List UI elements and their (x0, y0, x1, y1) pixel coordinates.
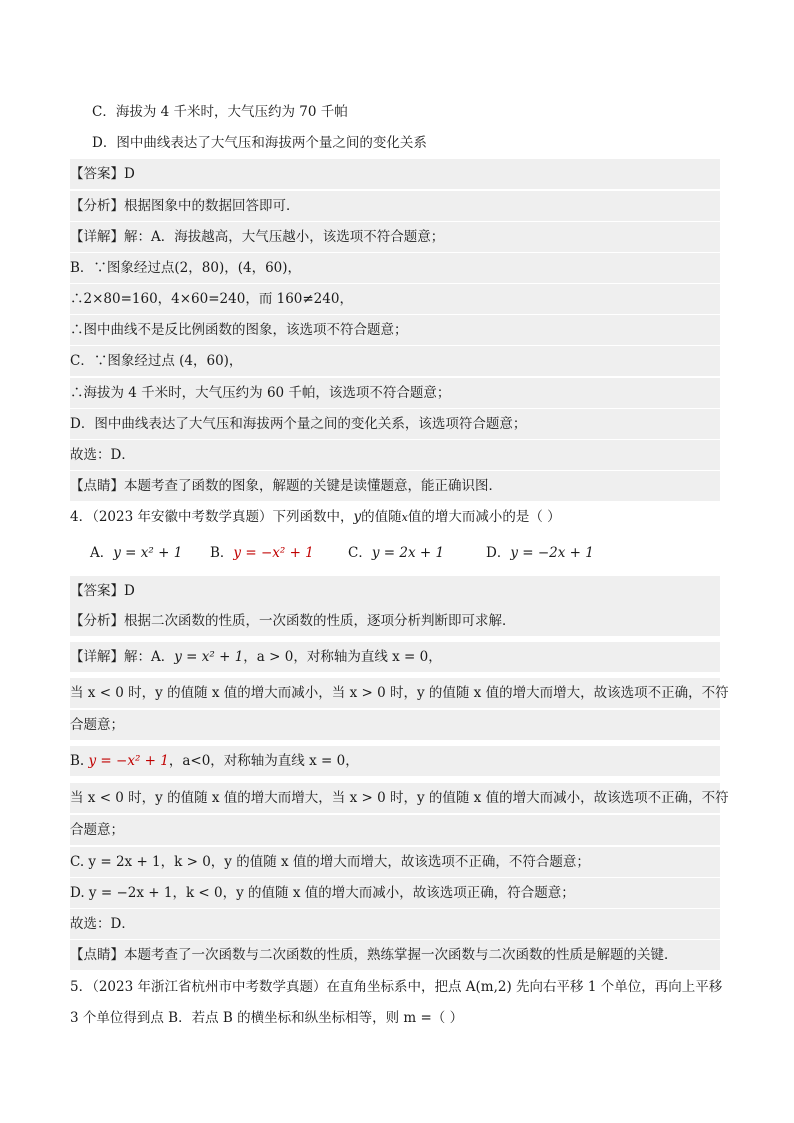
q4-analysis: 【分析】根据二次函数的性质，一次函数的性质，逐项分析判断即可求解． (70, 606, 720, 636)
q4-answer: 【答案】D (70, 576, 720, 606)
q4-comment: 【点睛】本题考查了一次函数与二次函数的性质，熟练掌握一次函数与二次函数的性质是解题的关键． (70, 940, 720, 970)
q4-option-c: C．y = 2x + 1 (348, 545, 445, 561)
q3-detail-a: 【详解】解：A．海拔越高，大气压越小，该选项不符合题意； (70, 222, 720, 252)
q5-stem-line2: 3 个单位得到点 B．若点 B 的横坐标和纵坐标相等，则 m =（ ） (70, 1010, 464, 1026)
q4-detail-a: 【详解】解：A．y = x² + 1，a > 0，对称轴为直线 x = 0， (70, 642, 720, 672)
q4-detail-b-line1: 当 x < 0 时，y 的值随 x 值的增大而增大，当 x > 0 时，y 的值随 x 值的增大而减小，故该选项不正确，不符 (70, 783, 720, 813)
q4-option-d: D．y = −2x + 1 (486, 545, 594, 561)
q4-detail-a-line1: 当 x < 0 时，y 的值随 x 值的增大而减小，当 x > 0 时，y 的值随 x 值的增大而增大，故该选项不正确，不符 (70, 678, 720, 708)
q4-option-a: A．y = x² + 1 (90, 545, 183, 561)
q4-detail-b: B. y = −x² + 1，a<0，对称轴为直线 x = 0， (70, 746, 720, 776)
q4-choice: 故选：D． (70, 909, 720, 939)
q3-detail-b2: ∴2×80=160，4×60=240，而 160≠240， (70, 284, 720, 314)
q3-detail-b3: ∴图中曲线不是反比例函数的图象，该选项不符合题意； (70, 315, 720, 345)
q4-detail-d: D. y = −2x + 1，k < 0，y 的值随 x 值的增大而减小，故该选项正确，符合题意； (70, 878, 720, 908)
q4-stem: 4．（2023 年安徽中考数学真题）下列函数中，y的值随x值的增大而减小的是（ ） (70, 509, 561, 525)
q3-answer: 【答案】D (70, 159, 720, 189)
q3-choice: 故选：D． (70, 440, 720, 470)
q3-option-c: C．海拔为 4 千米时，大气压约为 70 千帕 (92, 104, 348, 120)
q5-stem-line1: 5．（2023 年浙江省杭州市中考数学真题）在直角坐标系中，把点 A(m,2) 先向右平移 1 个单位，再向上平移 (70, 979, 723, 995)
q3-detail-c1: C．∵图象经过点 (4，60)， (70, 346, 720, 376)
q4-detail-b-line2: 合题意； (70, 815, 720, 845)
q3-analysis: 【分析】根据图象中的数据回答即可． (70, 191, 720, 221)
q4-option-b: B．y = −x² + 1 (210, 545, 314, 561)
q3-detail-c2: ∴海拔为 4 千米时，大气压约为 60 千帕，该选项不符合题意； (70, 378, 720, 408)
q4-detail-a-line2: 合题意； (70, 710, 720, 740)
q3-comment: 【点睛】本题考查了函数的图象，解题的关键是读懂题意，能正确识图． (70, 471, 720, 501)
q4-detail-c: C. y = 2x + 1，k > 0，y 的值随 x 值的增大而增大，故该选项不正确，不符合题意； (70, 847, 720, 877)
q3-detail-d: D．图中曲线表达了大气压和海拔两个量之间的变化关系，该选项符合题意； (70, 409, 720, 439)
q3-option-d: D．图中曲线表达了大气压和海拔两个量之间的变化关系 (92, 135, 427, 151)
q3-detail-b1: B．∵图象经过点(2，80)，(4，60)， (70, 253, 720, 283)
